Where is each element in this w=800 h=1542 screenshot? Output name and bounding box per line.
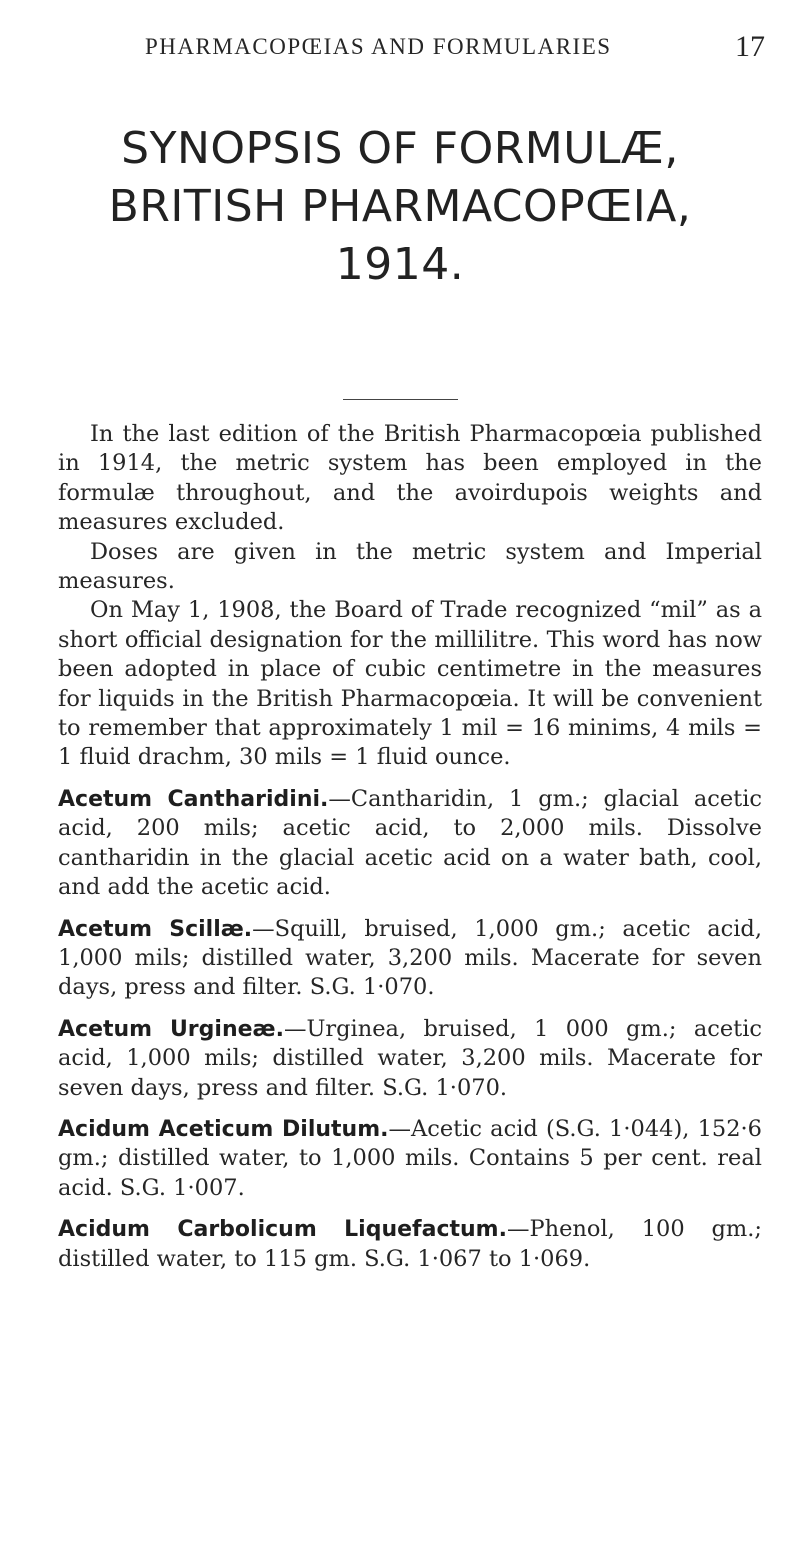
formula-entry-acetum-cantharidini — [58, 785, 762, 903]
formula-entry-acidum-aceticum-dilutum — [58, 1115, 762, 1203]
formula-name: Acidum Aceticum Dilutum. — [58, 1116, 389, 1142]
formula-text: —Cantharidin, 1 gm.; glacial acetic acid, 200 mils; acetic acid, to 2,000 mils. Dissolve cantharidin in the glacial acetic acid on a water bath, cool, and add the acetic acid. — [58, 785, 763, 901]
section-divider — [343, 399, 458, 400]
intro-paragraph-2: Doses are given in the metric system and Imperial measures. — [58, 538, 762, 595]
formula-text: —Squill, bruised, 1,000 gm.; acetic acid, 1,000 mils; distilled water, 3,200 mils. Macerate for seven days, press and filter. S.G. 1·070. — [58, 915, 762, 1001]
formula-name: Acidum Carbolicum Liquefactum. — [58, 1217, 507, 1243]
running-head-title: PHARMACOPŒIAS AND FORMULARIES — [145, 34, 612, 59]
formula-name: Acetum Urgineæ. — [58, 1016, 284, 1042]
title-line-2: BRITISH PHARMACOPŒIA, — [108, 181, 692, 232]
formula-entry-acetum-urgineae — [58, 1015, 762, 1103]
formula-entry-acetum-scillae — [58, 915, 762, 1003]
formula-text: —Urginea, bruised, 1 000 gm.; acetic acid, 1,000 mils; distilled water, 3,200 mils. Macerate for seven days, press and filter. S.G. 1·070. — [58, 1015, 762, 1101]
intro-paragraph-3: On May 1, 1908, the Board of Trade recognized “mil” as a short official designation for the millilitre. This word has now been adopted in place of cubic centimetre in the measures for liquids in the British Pharmacopœia. It will be convenient to remember that approximately 1 mil = 16 minims, 4 mils = 1 fluid drachm, 30 mils = 1 fluid ounce. — [58, 597, 762, 771]
page-number: 17 — [735, 30, 765, 63]
page-title — [0, 120, 800, 294]
title-line-3: 1914. — [335, 239, 465, 290]
formula-entry-acidum-carbolicum-liquefactum — [58, 1215, 762, 1274]
running-head — [145, 30, 765, 70]
formula-text: —Acetic acid (S.G. 1·044), 152·6 gm.; distilled water, to 1,000 mils. Contains 5 per cent. real acid. S.G. 1·007. — [58, 1115, 762, 1201]
title-line-1: SYNOPSIS OF FORMULÆ, — [121, 123, 679, 174]
intro-paragraph-1: In the last edition of the British Pharmacopœia published in 1914, the metric system has been employed in the formulæ throughout, and the avoirdupois weights and measures excluded. — [58, 421, 762, 536]
formula-name: Acetum Cantharidini. — [58, 786, 329, 812]
formula-text: —Phenol, 100 gm.; distilled water, to 115 gm. S.G. 1·067 to 1·069. — [58, 1216, 762, 1272]
formula-name: Acetum Scillæ. — [58, 916, 253, 942]
body-text — [58, 420, 762, 1274]
